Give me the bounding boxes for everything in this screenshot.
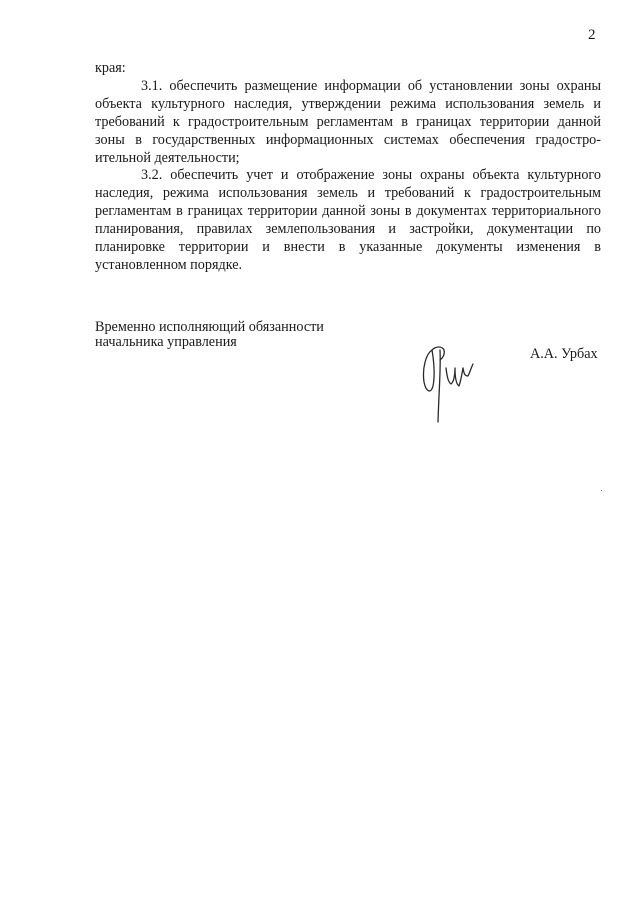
signatory-position-line-2: начальника управления [95, 334, 237, 350]
handwritten-signature-icon [418, 338, 482, 424]
signatory-position-line-1: Временно исполняющий обязанности [95, 319, 324, 335]
page-number: 2 [588, 27, 596, 43]
clause-3-2: 3.2. обеспечить учет и отображение зоны охраны объекта культурного наследия, режима использования земель и требований к градостроительным регламентам в границах территории данной зоны в документах территориального планирования, правилах землепользования и застройки, документации по планировке территории и внести в указанные документы изменения в установленном порядке. [95, 167, 601, 273]
clause-3-1: 3.1. обеспечить размещение информации об установлении зоны охраны объекта культурного наследия, утверждении режима использования земель и требований к градостроительным регламентам в границах территории данной зоны в государственных информационных системах обеспечения градостроительной деятельности; [95, 77, 601, 166]
signatory-position [95, 320, 324, 350]
scan-speck [601, 490, 602, 491]
body-text [95, 60, 601, 275]
signer-name: А.А. Урбах [530, 346, 598, 362]
continuation-line: края: [95, 60, 126, 76]
